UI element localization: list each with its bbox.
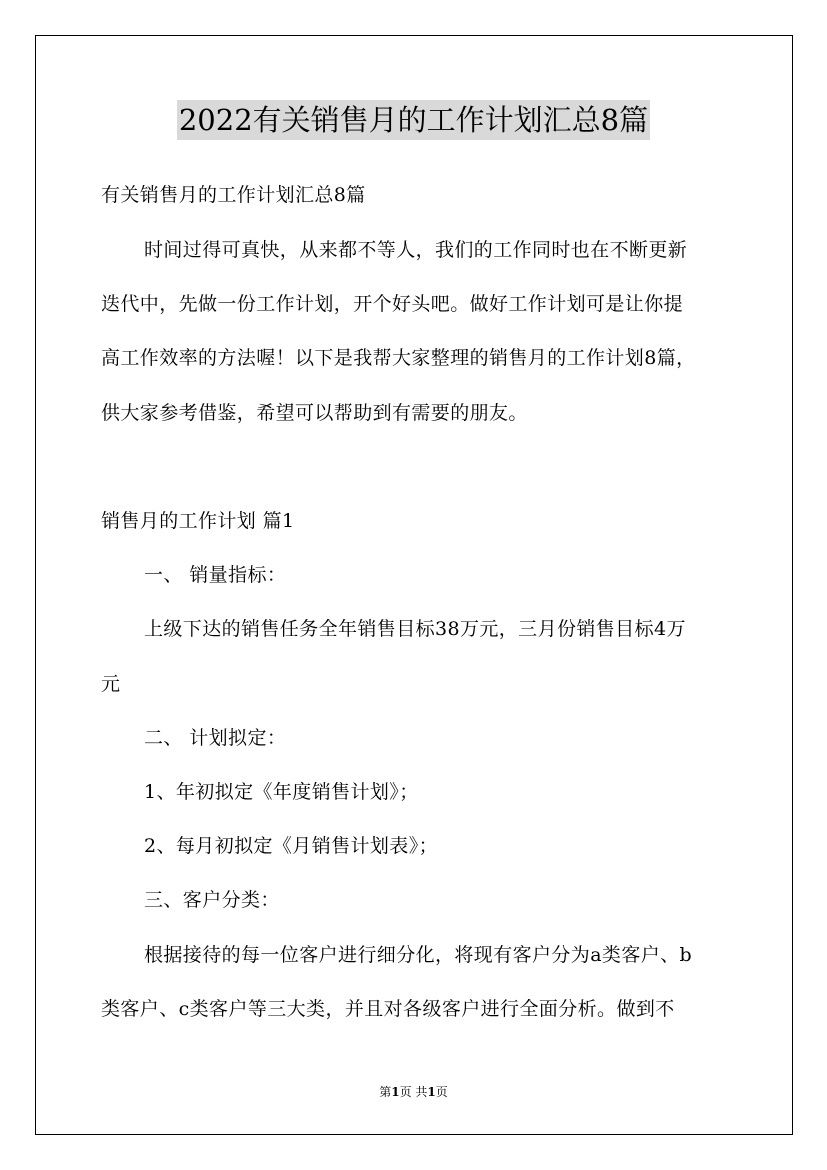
- paragraph-line: 供大家参考借鉴，希望可以帮助到有需要的朋友。: [101, 402, 528, 424]
- paragraph-line: 高工作效率的方法喔！以下是我帮大家整理的销售月的工作计划8篇，: [101, 347, 696, 369]
- page-footer: [0, 1084, 827, 1100]
- footer-page-number: 1: [391, 1085, 400, 1099]
- paragraph-line: 迭代中，先做一份工作计划，开个好头吧。做好工作计划可是让你提: [101, 293, 684, 315]
- paragraph-line: 根据接待的每一位客户进行细分化，将现有客户分为a类客户、b: [144, 944, 693, 966]
- paragraph-line: 类客户、c类客户等三大类，并且对各级客户进行全面分析。做到不: [101, 998, 675, 1020]
- footer-label: 第: [379, 1085, 392, 1099]
- document-title: 2022有关销售月的工作计划汇总8篇: [177, 100, 650, 140]
- paragraph-line: 元: [101, 673, 121, 695]
- paragraph-line: 上级下达的销售任务全年销售目标38万元，三月份销售目标4万: [144, 618, 686, 640]
- paragraph-line: 1、年初拟定《年度销售计划》；: [144, 781, 419, 803]
- title-wrapper: [0, 100, 827, 140]
- paragraph-line: 三、客户分类：: [144, 889, 280, 911]
- footer-label: 页 共: [399, 1085, 428, 1099]
- paragraph-line: 时间过得可真快，从来都不等人，我们的工作同时也在不断更新: [144, 239, 688, 261]
- paragraph-line: 一、 销量指标：: [144, 564, 287, 586]
- section-heading: 销售月的工作计划 篇1: [101, 510, 295, 532]
- subtitle-line: 有关销售月的工作计划汇总8篇: [101, 184, 366, 206]
- paragraph-line: 2、每月初拟定《月销售计划表》；: [144, 835, 438, 857]
- footer-label: 页: [435, 1085, 448, 1099]
- paragraph-line: 二、 计划拟定：: [144, 727, 287, 749]
- footer-page-total: 1: [427, 1085, 436, 1099]
